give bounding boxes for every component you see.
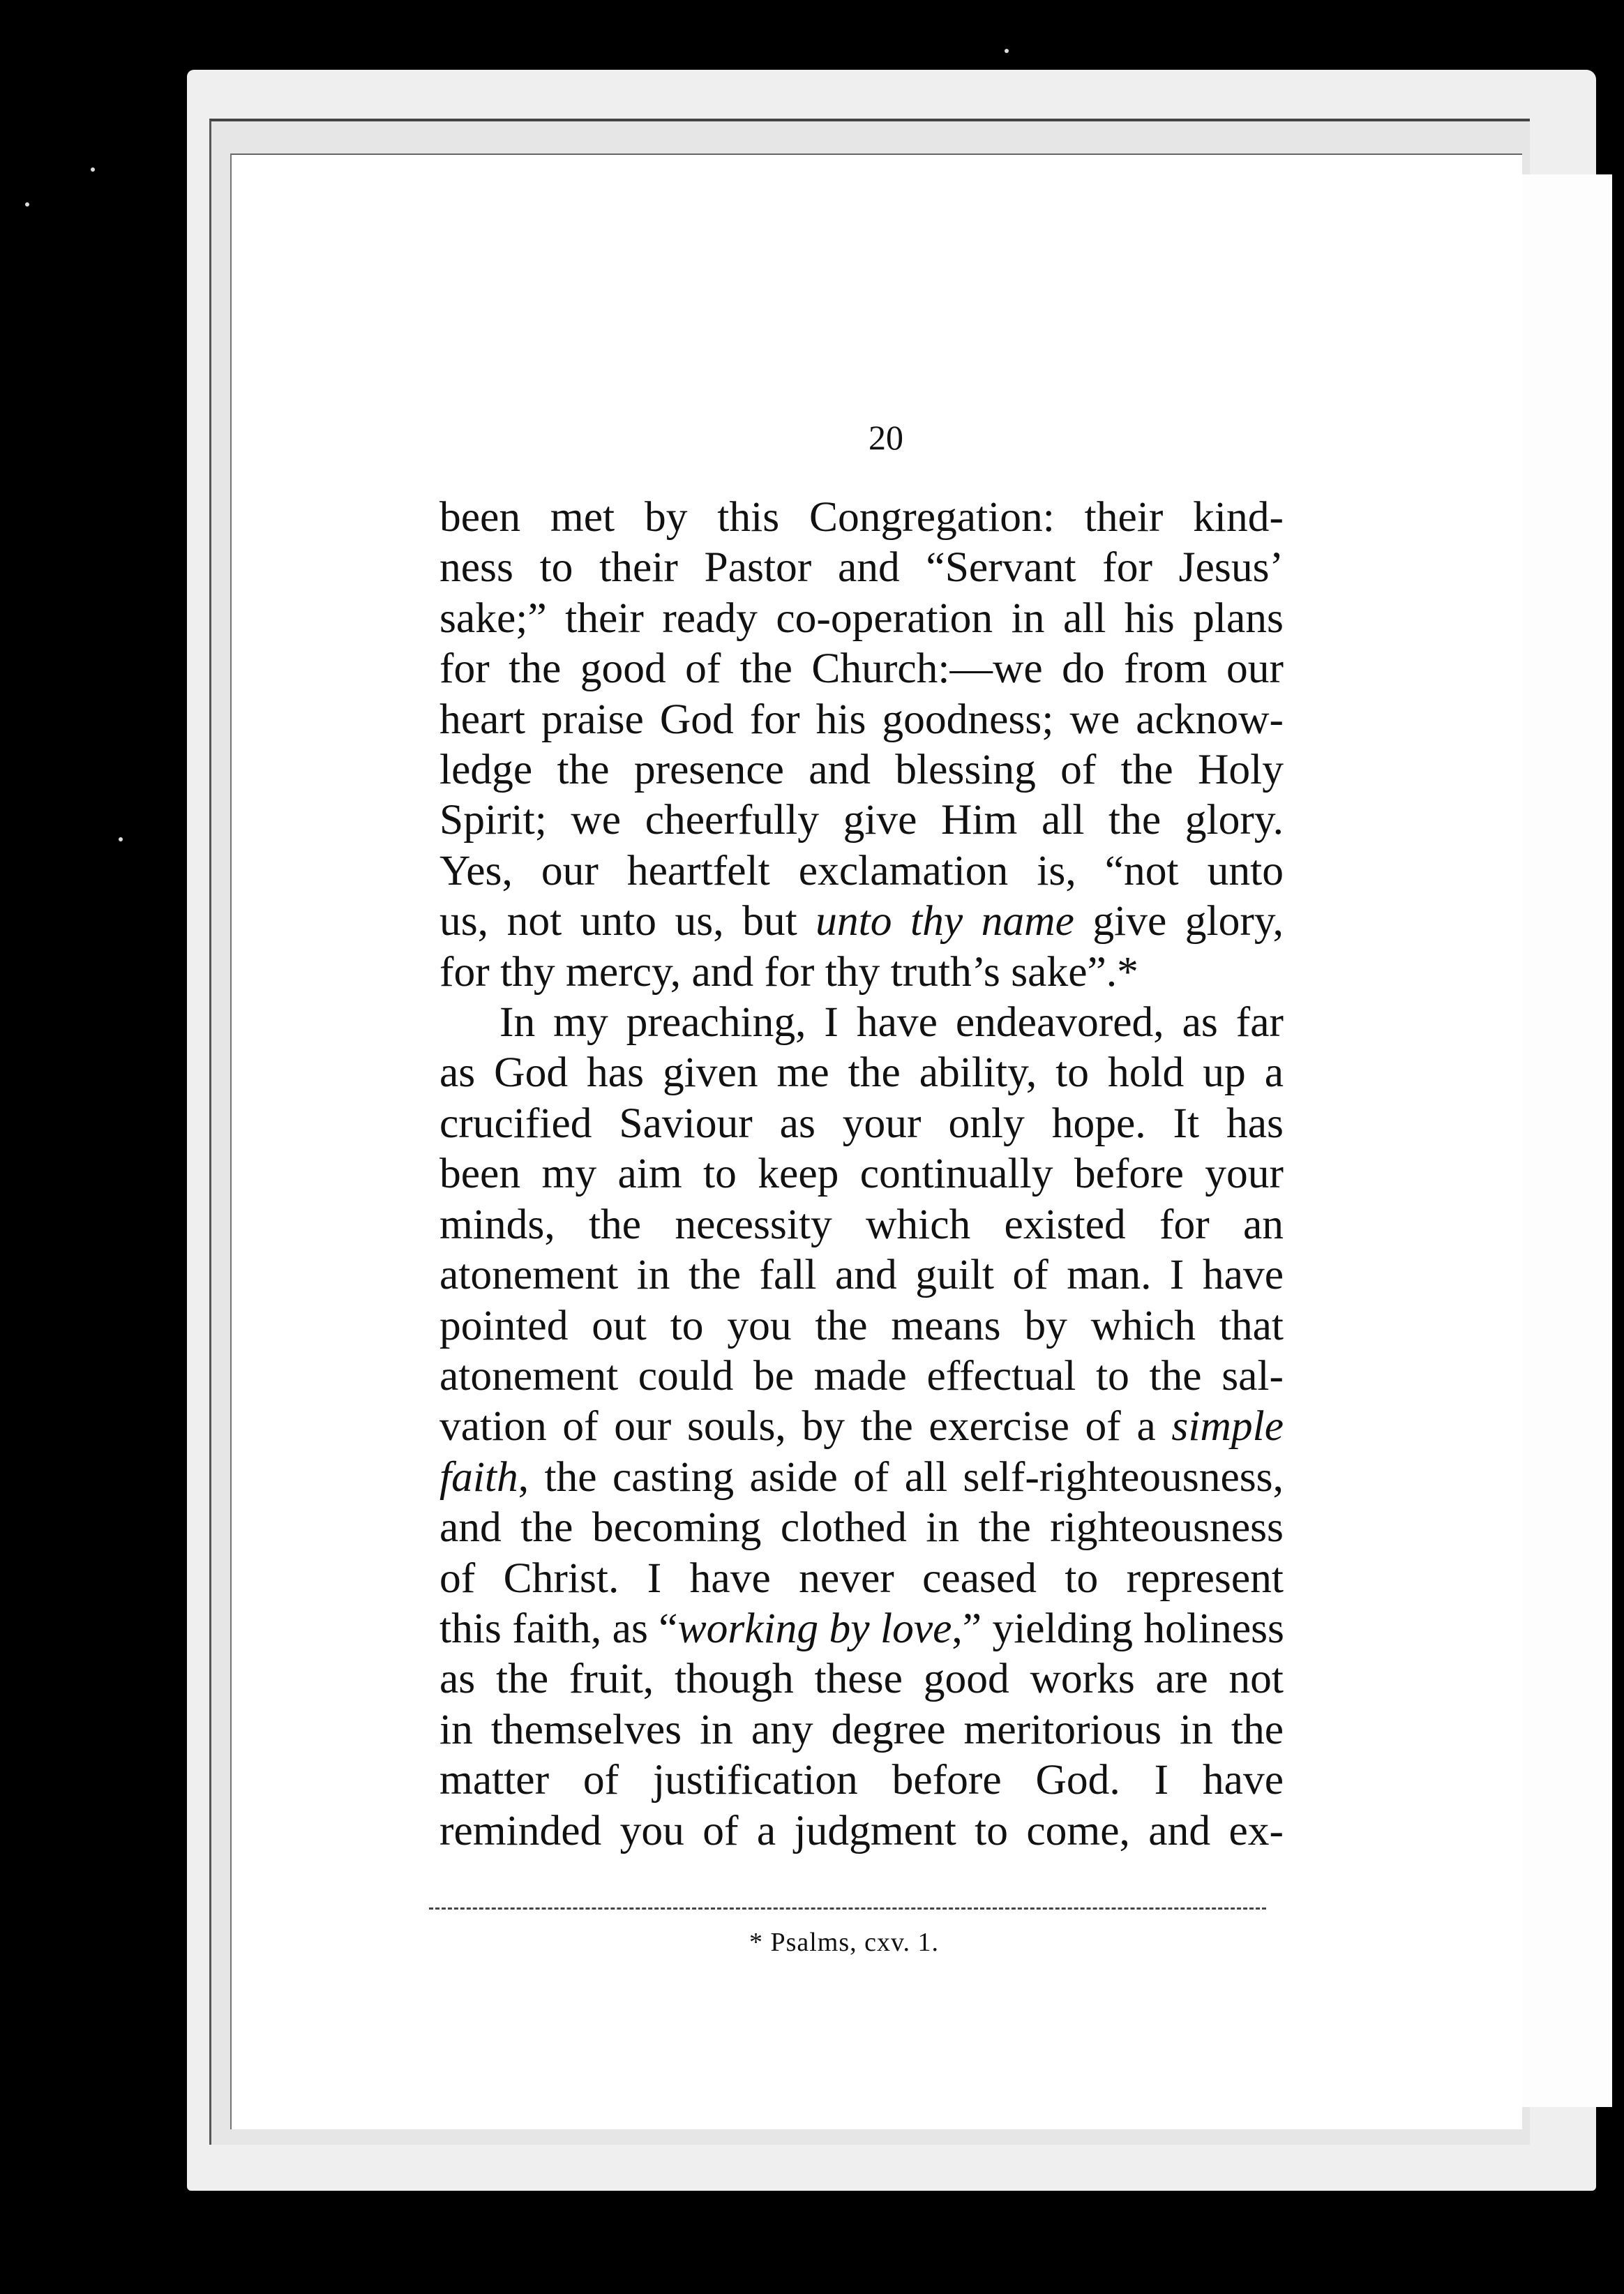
footnote: * Psalms, cxv. 1. <box>749 1928 940 1957</box>
text-line <box>439 795 1284 845</box>
text-segment: atonement in the fall and guilt of man. I have <box>439 1251 1284 1299</box>
scan-speck <box>91 167 95 172</box>
text-line <box>439 1452 1284 1502</box>
text-line <box>439 846 1284 896</box>
facing-page-edge <box>1517 174 1612 2107</box>
text-segment: for thy mercy, and for thy truth’s sake”.* <box>439 947 1138 996</box>
text-line <box>439 1047 1284 1097</box>
text-segment: in themselves in any degree meritorious in the <box>439 1705 1284 1753</box>
italic-text: working by love <box>677 1604 952 1652</box>
body-text <box>439 492 1284 1856</box>
text-segment: , the casting aside of all self-righteousness, <box>518 1453 1284 1501</box>
scan-speck <box>119 837 123 841</box>
text-segment: Yes, our heartfelt exclamation is, “not unto <box>439 846 1284 894</box>
text-segment: crucified Saviour as your only hope. It has <box>439 1099 1284 1147</box>
text-line <box>439 643 1284 694</box>
text-line <box>439 1755 1284 1805</box>
text-line <box>439 1502 1284 1552</box>
text-segment: us, not unto us, but <box>439 897 816 945</box>
italic-text: simple <box>1171 1402 1284 1450</box>
text-line <box>439 1098 1284 1148</box>
scan-speck <box>1005 49 1009 53</box>
text-line <box>439 492 1284 542</box>
italic-text: unto thy name <box>815 897 1074 945</box>
text-segment: In my preaching, I have endeavored, as far <box>499 998 1284 1047</box>
text-line <box>439 1654 1284 1704</box>
text-segment: this faith, as “ <box>439 1604 678 1652</box>
text-segment: heart praise God for his goodness; we acknow- <box>439 695 1284 743</box>
text-line <box>439 1401 1284 1451</box>
text-line <box>439 1603 1284 1654</box>
text-line <box>439 1199 1284 1250</box>
text-line <box>439 1148 1284 1199</box>
text-line <box>439 694 1284 744</box>
text-line <box>439 1300 1284 1351</box>
text-line <box>439 1351 1284 1401</box>
text-line <box>439 1806 1284 1856</box>
italic-text: faith <box>439 1453 518 1501</box>
text-line <box>439 542 1284 592</box>
text-line <box>439 1704 1284 1755</box>
text-segment: minds, the necessity which existed for an <box>439 1200 1284 1248</box>
text-segment: sake;” their ready co-operation in all his plans <box>439 594 1284 642</box>
text-segment: pointed out to you the means by which that <box>439 1301 1284 1349</box>
text-segment: been met by this Congregation: their kind- <box>439 493 1284 541</box>
text-segment: been my aim to keep continually before your <box>439 1150 1284 1198</box>
text-segment: ledge the presence and blessing of the Holy <box>439 746 1284 794</box>
text-line <box>439 1250 1284 1300</box>
text-segment: as the fruit, though these good works are not <box>439 1655 1284 1703</box>
text-segment: atonement could be made effectual to the sal- <box>439 1351 1284 1400</box>
text-line <box>439 947 1284 997</box>
text-segment: reminded you of a judgment to come, and ex- <box>439 1806 1284 1854</box>
text-line <box>439 593 1284 643</box>
text-segment: matter of justification before God. I have <box>439 1756 1284 1804</box>
text-line <box>439 1553 1284 1603</box>
text-segment: give glory, <box>1074 897 1284 945</box>
text-segment: of Christ. I have never ceased to represent <box>439 1554 1284 1602</box>
footnote-rule <box>429 1907 1266 1910</box>
text-segment: ,” yielding holiness <box>952 1604 1284 1652</box>
text-segment: vation of our souls, by the exercise of a <box>439 1402 1172 1450</box>
text-line <box>439 896 1284 946</box>
text-segment: for the good of the Church:—we do from our <box>439 645 1284 693</box>
text-segment: as God has given me the ability, to hold up a <box>439 1049 1284 1097</box>
text-line <box>439 997 1284 1047</box>
text-segment: and the becoming clothed in the righteousness <box>439 1504 1284 1552</box>
scan-speck <box>25 202 29 207</box>
text-segment: ness to their Pastor and “Servant for Jesus’ <box>439 543 1284 592</box>
text-segment: Spirit; we cheerfully give Him all the glory. <box>439 796 1284 844</box>
page-number: 20 <box>869 418 903 457</box>
text-line <box>439 744 1284 795</box>
